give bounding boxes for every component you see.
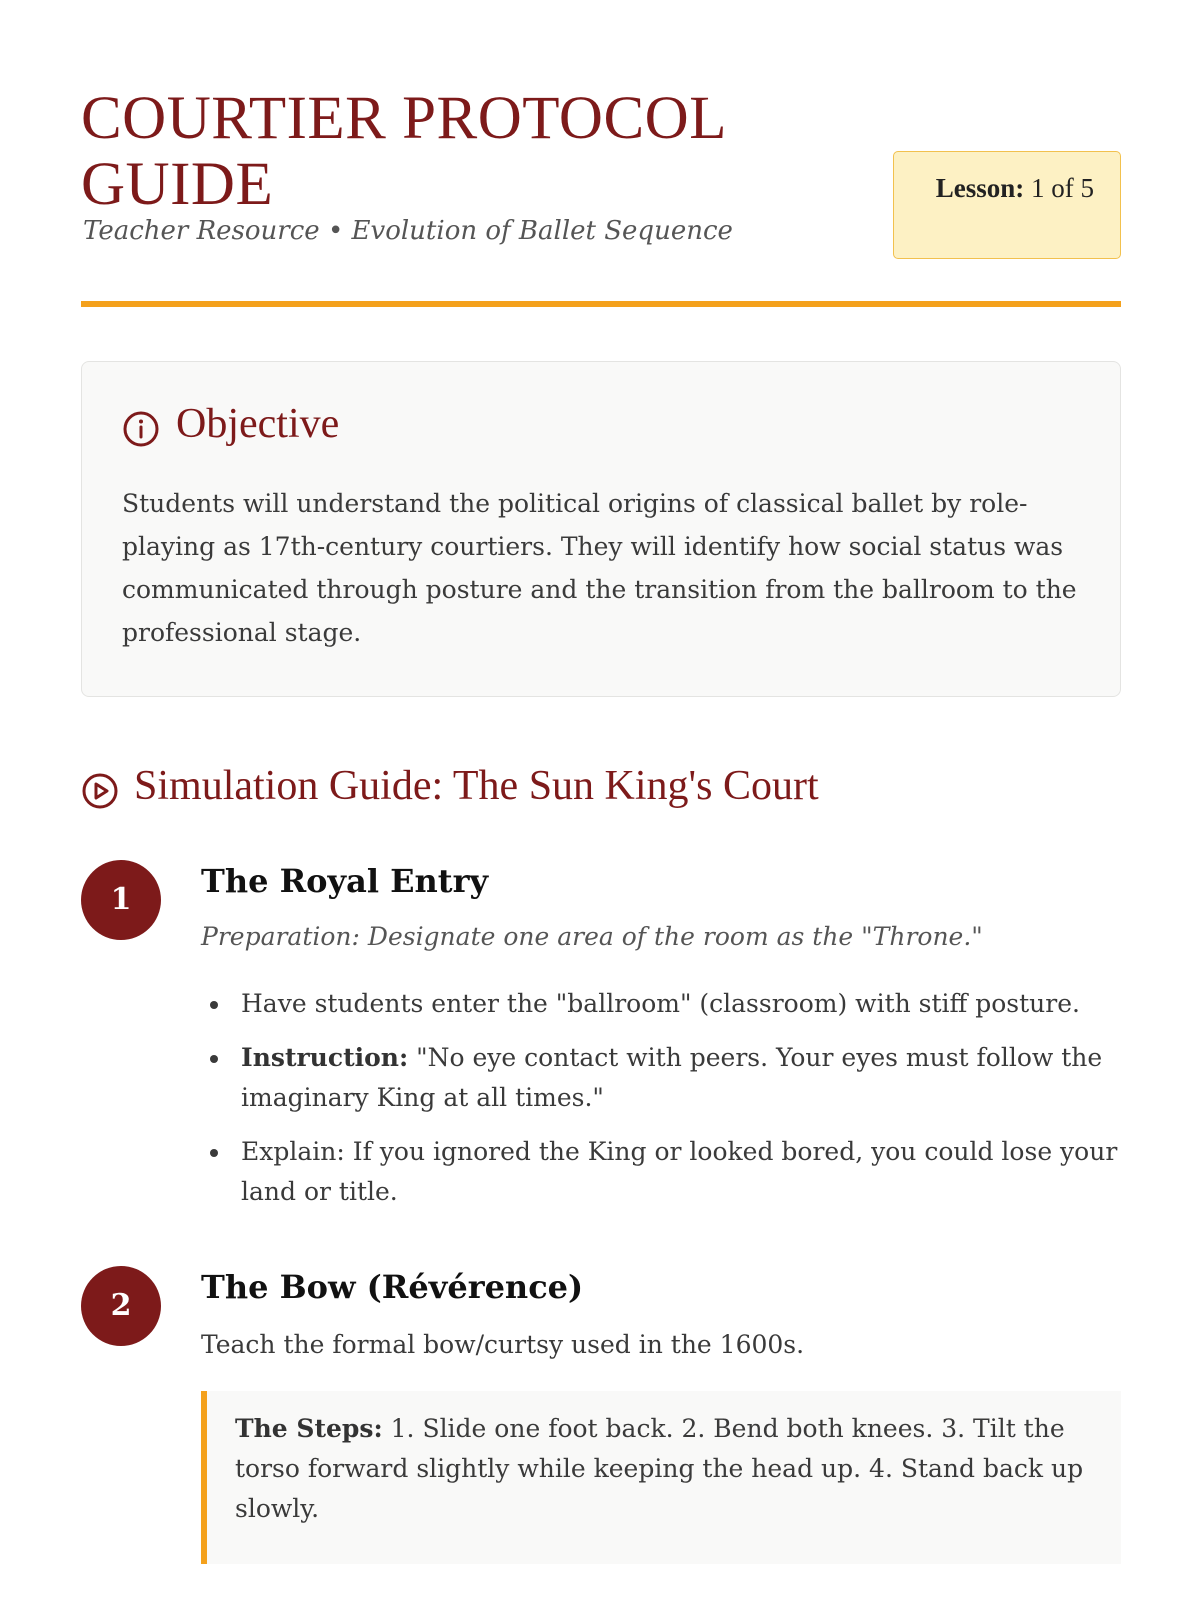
info-icon [122,410,160,448]
page-title: COURTIER PROTOCOL GUIDE [81,85,725,218]
bullet-label: Instruction: [241,1043,409,1072]
play-circle-icon [81,772,119,810]
step-title-bow: The Bow (Révérence) [201,1268,584,1306]
step-title-royal-entry: The Royal Entry [201,862,489,900]
bullet-text: Explain: If you ignored the King or looked bored, you could lose your land or title. [241,1137,1118,1206]
step-preparation: Preparation: Designate one area of the room as the "Throne." [201,922,983,951]
lesson-label: Lesson: [935,173,1025,203]
bow-steps-callout [201,1391,1121,1564]
list-item [241,984,1121,1024]
objective-card [81,361,1121,697]
lesson-badge [893,151,1121,259]
callout-text: 1. Slide one foot back. 2. Bend both knees. 3. Tilt the torso forward slightly while keeping the head up. 4. Stand back up slowly. [235,1414,1084,1523]
simulation-heading: Simulation Guide: The Sun King's Court [134,763,819,809]
step-number-2: 2 [81,1266,161,1346]
header-divider [81,301,1121,307]
bullet-text: Have students enter the "ballroom" (classroom) with stiff posture. [241,989,1080,1018]
step-description: Teach the formal bow/curtsy used in the 1600s. [201,1330,805,1359]
callout-label: The Steps: [235,1414,383,1443]
lesson-value: 1 of 5 [1031,173,1094,203]
list-item [241,1132,1121,1212]
objective-text: Students will understand the political origins of classical ballet by role-playing as 17th-century courtiers. They will identify how social status was communicated through posture and the transition from the ballroom to the professional stage. [122,489,1077,647]
step-number-1: 1 [81,860,161,940]
objective-heading: Objective [176,401,340,447]
step-1-bullets [241,984,1121,1226]
list-item [241,1038,1121,1118]
page-subtitle: Teacher Resource • Evolution of Ballet Sequence [83,216,733,246]
bullet-text: "No eye contact with peers. Your eyes must follow the imaginary King at all times." [241,1043,1103,1112]
